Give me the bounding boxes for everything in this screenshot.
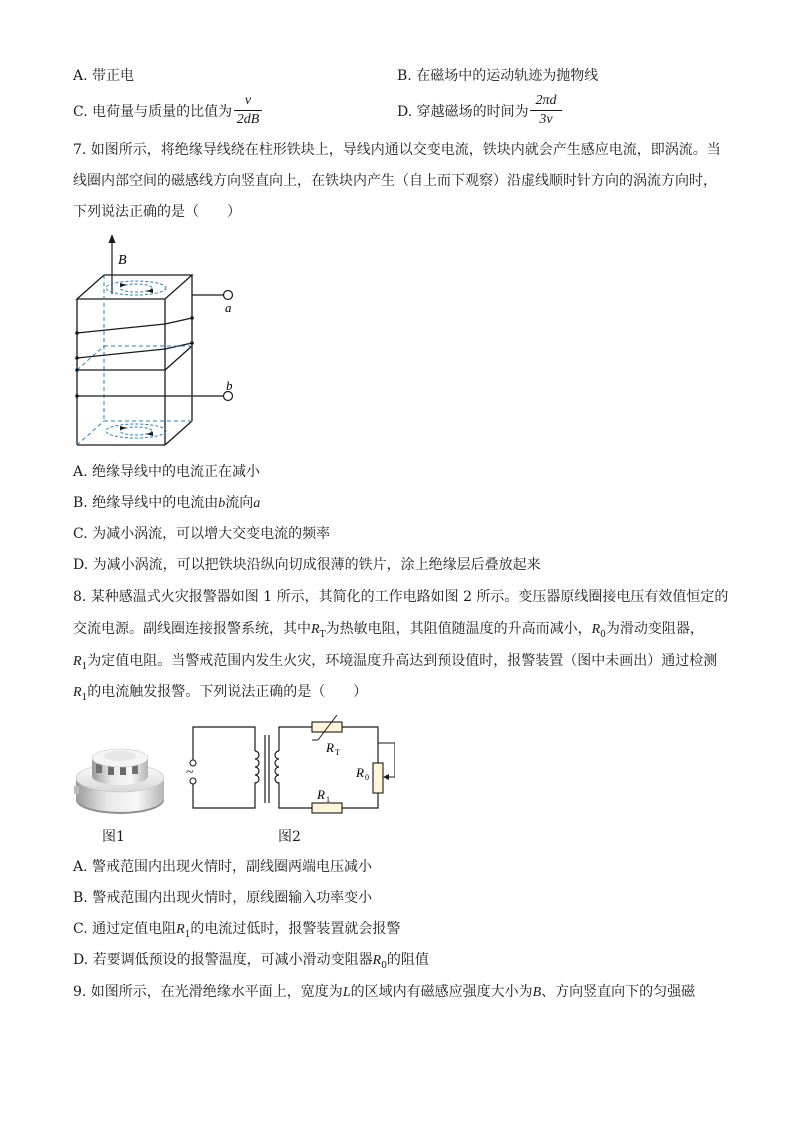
q7-iron-block-figure [60, 228, 250, 453]
label-B: B [118, 253, 127, 268]
fig1-caption: 图1 [102, 829, 125, 845]
label-a: a [225, 300, 232, 315]
q8-stem-line-2: 交流电源。副线圈连接报警系统，其中$R_T$为热敏电阻，其阻值随温度的升高而减小，$R_0$为滑动变阻器， [73, 621, 704, 640]
q9-stem-line-1: 9. 如图所示，在光滑绝缘水平面上，宽度为L的区域内有磁感应强度大小为B、方向竖直向下的匀强磁 [73, 984, 696, 1000]
q7-option-b: B. 绝缘导线中的电流由b流向a [73, 495, 261, 511]
svg-text:R: R [317, 787, 325, 802]
fraction-denominator: 3v [539, 112, 553, 127]
q8-option-b: B. 警戒范围内出现火情时，原线圈输入功率变小 [73, 890, 373, 906]
fire-alarm-detector-image [70, 728, 170, 823]
fig2-caption: 图2 [278, 829, 301, 845]
ac-source-symbol: ~ [186, 765, 194, 780]
q6-option-a: A. 带正电 [73, 68, 135, 84]
q6-option-c: C. 电荷量与质量的比值为 [73, 104, 233, 120]
terminal-a [224, 291, 233, 300]
label-b: b [226, 378, 233, 393]
secondary-coil [275, 751, 279, 785]
svg-text:R: R [326, 740, 334, 755]
fraction-numerator: 2πd [535, 93, 557, 108]
q8-stem-line-1: 8. 某种感温式火灾报警器如图 1 所示，其简化的工作电路如图 2 所示。变压器原线圈接电压有效值恒定的 [73, 589, 729, 605]
q6-option-b: B. 在磁场中的运动轨迹为抛物线 [397, 68, 599, 84]
svg-text:0: 0 [365, 773, 369, 782]
primary-coil [255, 751, 259, 785]
thermistor-RT [312, 722, 342, 732]
q8-stem-line-4: $R_1$的电流触发报警。下列说法正确的是（ ） [73, 684, 368, 703]
q8-stem-line-3: $R_1$为定值电阻。当警戒范围内发生火灾，环境温度升高达到预设值时，报警装置（图中未画出）通过检测 [73, 653, 718, 672]
q6-option-d-fraction [530, 93, 562, 128]
resistor-R1 [312, 803, 342, 813]
fraction-denominator: 2dB [236, 112, 260, 127]
fraction-numerator: v [244, 93, 252, 108]
svg-text:T: T [335, 748, 340, 757]
q7-option-d: D. 为减小涡流，可以把铁块沿纵向切成很薄的铁片，涂上绝缘层后叠放起来 [73, 557, 541, 573]
q7-stem-line-1: 7. 如图所示，将绝缘导线绕在柱形铁块上，导线内通以交变电流，铁块内就会产生感应电流，即涡流。当 [73, 142, 721, 158]
arrow-up-icon [109, 234, 116, 243]
rheostat-R0 [373, 763, 383, 793]
q8-option-c: C. 通过定值电阻$R_1$的电流过低时，报警装置就会报警 [73, 921, 401, 940]
q7-stem-line-3: 下列说法正确的是（ ） [73, 204, 241, 220]
q6-option-c-fraction [234, 93, 262, 128]
q6-option-d: D. 穿越磁场的时间为 [397, 104, 529, 120]
svg-text:1: 1 [326, 795, 330, 804]
q7-option-a: A. 绝缘导线中的电流正在减小 [73, 464, 261, 480]
fire-alarm-circuit-diagram [180, 715, 395, 825]
q8-option-a: A. 警戒范围内出现火情时，副线圈两端电压减小 [73, 859, 373, 875]
svg-text:R: R [356, 765, 364, 780]
q7-option-c: C. 为减小涡流，可以增大交变电流的频率 [73, 526, 331, 542]
q8-option-d: D. 若要调低预设的报警温度，可减小滑动变阻器$R_0$的阻值 [73, 952, 429, 971]
q7-stem-line-2: 线圈内部空间的磁感线方向竖直向上，在铁块内产生（自上而下观察）沿虚线顺时针方向的涡流方向时， [73, 173, 717, 189]
